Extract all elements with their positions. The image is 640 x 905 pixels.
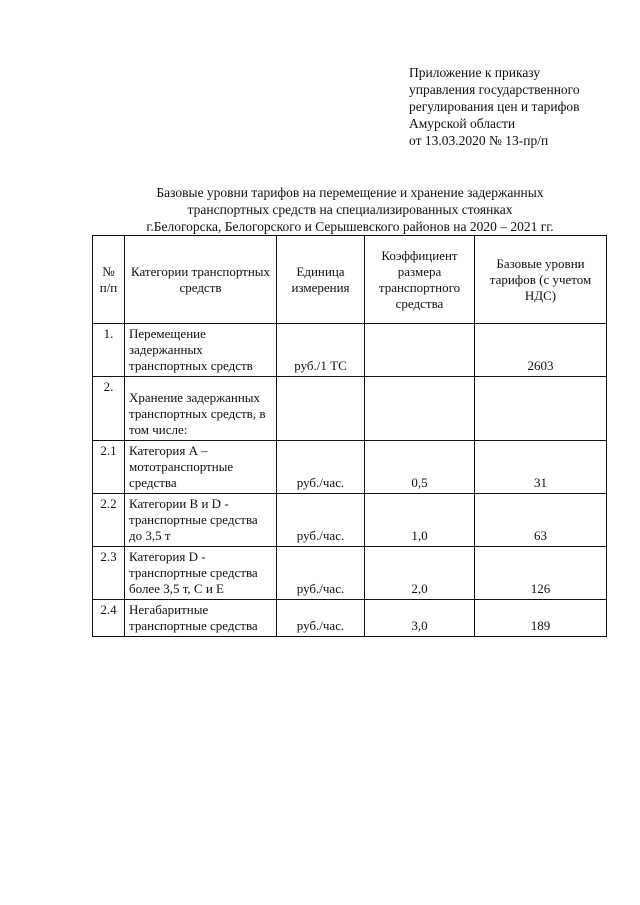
cell-base: 126: [475, 547, 607, 600]
cell-category: Негабаритные транспортные средства: [125, 600, 277, 637]
header-unit: Единица измерения: [277, 236, 365, 324]
table-header-row: [93, 236, 607, 324]
cell-base: 63: [475, 494, 607, 547]
table-row: [93, 494, 607, 547]
cell-unit: руб./час.: [277, 600, 365, 637]
cell-unit: руб./час.: [277, 494, 365, 547]
cell-coef: 3,0: [365, 600, 475, 637]
cell-base: 189: [475, 600, 607, 637]
appendix-line: управления государственного: [409, 82, 580, 97]
cell-category: Категории B и D - транспортные средства до 3,5 т: [125, 494, 277, 547]
cell-unit: руб./час.: [277, 547, 365, 600]
cell-coef: [365, 377, 475, 441]
cell-coef: [365, 324, 475, 377]
cell-num: 2.: [93, 377, 125, 441]
cell-base: 31: [475, 441, 607, 494]
table-row: [93, 324, 607, 377]
appendix-line: от 13.03.2020 № 13-пр/п: [409, 133, 549, 148]
title-line: транспортных средств на специализированных стоянках: [187, 202, 513, 217]
header-num: № п/п: [93, 236, 125, 324]
appendix-line: Амурской области: [409, 116, 516, 131]
cell-category: Перемещение задержанных транспортных средств: [125, 324, 277, 377]
cell-category: Хранение задержанных транспортных средств, в том числе:: [125, 377, 277, 441]
table-row: [93, 547, 607, 600]
table-row: [93, 377, 607, 441]
document-title: [90, 184, 610, 235]
cell-coef: 1,0: [365, 494, 475, 547]
appendix-block: [409, 64, 634, 149]
table-row: [93, 441, 607, 494]
appendix-line: регулирования цен и тарифов: [409, 99, 580, 114]
cell-unit: [277, 377, 365, 441]
header-coef: Коэффициент размера транспортного средства: [365, 236, 475, 324]
cell-unit: руб./1 ТС: [277, 324, 365, 377]
cell-category: Категория D - транспортные средства более 3,5 т, C и E: [125, 547, 277, 600]
appendix-line: Приложение к приказу: [409, 65, 541, 80]
cell-coef: 0,5: [365, 441, 475, 494]
cell-num: 1.: [93, 324, 125, 377]
cell-num: 2.2: [93, 494, 125, 547]
table-row: [93, 600, 607, 637]
cell-category: Категория А – мототранспортные средства: [125, 441, 277, 494]
cell-base: [475, 377, 607, 441]
header-category: Категории транспортных средств: [125, 236, 277, 324]
cell-unit: руб./час.: [277, 441, 365, 494]
title-line: г.Белогорска, Белогорского и Серышевского районов на 2020 – 2021 гг.: [146, 219, 554, 234]
cell-num: 2.4: [93, 600, 125, 637]
cell-coef: 2,0: [365, 547, 475, 600]
cell-base: 2603: [475, 324, 607, 377]
cell-num: 2.3: [93, 547, 125, 600]
cell-num: 2.1: [93, 441, 125, 494]
header-base: Базовые уровни тарифов (с учетом НДС): [475, 236, 607, 324]
tariff-table: [92, 235, 607, 637]
title-line: Базовые уровни тарифов на перемещение и хранение задержанных: [156, 185, 544, 200]
